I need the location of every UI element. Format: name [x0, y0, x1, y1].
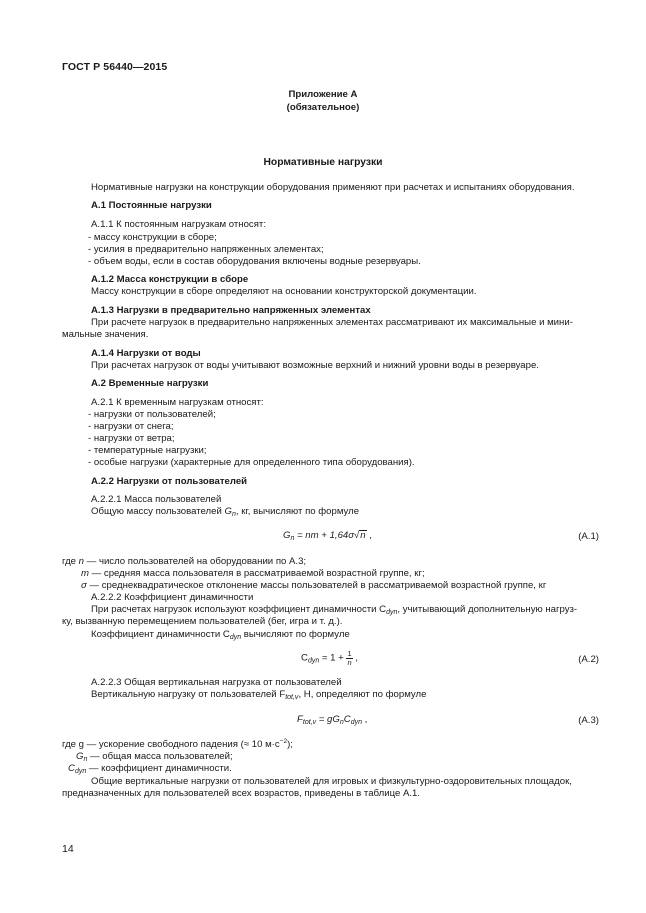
appendix-subtitle: (обязательное) — [286, 102, 360, 113]
list-item: - температурные нагрузки; — [88, 445, 207, 456]
where-line — [68, 763, 232, 776]
paragraph-text: , кг, вычисляют по формуле — [235, 506, 360, 517]
eq-rhs: C — [343, 714, 351, 725]
where-line — [76, 751, 233, 764]
eq-sqrt-arg: n — [360, 530, 366, 541]
eq-lhs: G — [283, 530, 291, 541]
eq-lhs-sub: tot,v — [302, 719, 317, 726]
clause-a221: А.2.2.1 Масса пользователей — [91, 494, 222, 505]
symbol-subscript: n — [232, 511, 236, 518]
heading-a12: А.1.2 Масса конструкции в сборе — [91, 274, 249, 285]
where-text: — число пользователей на оборудовании по А.3; — [84, 556, 307, 567]
where-symbol: G — [76, 751, 84, 762]
paragraph-text: Вертикальную нагрузку от пользователей F — [91, 689, 286, 700]
list-item: - нагрузки от снега; — [88, 421, 174, 432]
paragraph-text: Коэффициент динамичности C — [91, 629, 230, 640]
where-text: — коэффициент динамичности. — [86, 763, 232, 774]
appendix-title: Приложение А — [288, 89, 358, 100]
clause-a222: А.2.2.2 Коэффициент динамичности — [91, 592, 254, 603]
where-text: где g — ускорение свободного падения (≈ 10 м·с — [62, 739, 280, 750]
where-text: — общая масса пользователей; — [87, 751, 233, 762]
eq-tail: , — [352, 652, 358, 664]
symbol-subscript: tot,v — [285, 694, 299, 701]
heading-a1: А.1 Постоянные нагрузки — [91, 200, 212, 211]
where-symbol: m — [81, 568, 89, 579]
heading-a2: А.2 Временные нагрузки — [91, 378, 209, 389]
eq-tail: , — [361, 714, 368, 725]
list-item: - особые нагрузки (характерные для определенного типа оборудования). — [88, 457, 415, 468]
where-sub: n — [83, 756, 88, 763]
paragraph-text: , Н, определяют по формуле — [298, 689, 427, 700]
equation-number-a2: (А.2) — [578, 654, 599, 665]
where-sub: dyn — [74, 768, 87, 775]
page-number: 14 — [62, 843, 74, 855]
final-paragraph-line1: Общие вертикальные нагрузки от пользователей для игровых и физкультурно-оздоровительных площадок, — [91, 776, 572, 787]
where-sup: −2 — [279, 738, 288, 745]
where-text: — среднеквадратическое отклонение массы пользователей в рассматриваемой возрастной группе, кг — [86, 580, 547, 591]
clause-a223: А.2.2.3 Общая вертикальная нагрузка от пользователей — [91, 677, 342, 688]
paragraph-a221 — [91, 506, 359, 519]
equation-a3 — [297, 714, 367, 727]
clause-a11: А.1.1 К постоянным нагрузкам относят: — [91, 219, 266, 230]
paragraph-a222-line3 — [91, 629, 350, 642]
where-symbol: C — [68, 763, 75, 774]
where-line — [62, 739, 293, 752]
symbol-g: G — [224, 506, 232, 517]
final-paragraph-line2: предназначенных для пользователей всех возрастов, приведены в таблице А.1. — [62, 788, 421, 799]
heading-a13: А.1.3 Нагрузки в предварительно напряженных элементах — [91, 305, 371, 316]
eq-sub: dyn — [350, 719, 362, 726]
list-item: - массу конструкции в сборе; — [88, 232, 217, 243]
eq-rhs: = gG — [316, 714, 340, 725]
eq-rhs: = nm + 1,64σ — [294, 530, 355, 541]
eq-lhs-sub: n — [290, 535, 295, 542]
fraction-numerator: 1 — [347, 649, 352, 658]
paragraph-text: При расчетах нагрузок используют коэффициент динамичности C — [91, 604, 387, 615]
symbol-subscript: dyn — [386, 609, 398, 616]
eq-rhs: = 1 + — [319, 652, 347, 664]
eq-lhs: F — [297, 714, 303, 725]
equation-number-a1: (А.1) — [578, 531, 599, 542]
equation-number-a3: (А.3) — [578, 715, 599, 726]
where-line — [62, 556, 306, 569]
heading-a22: А.2.2 Нагрузки от пользователей — [91, 476, 248, 487]
paragraph-a222-line1 — [91, 604, 577, 617]
where-line — [81, 568, 425, 581]
where-text: ); — [287, 739, 293, 750]
paragraph-a14: При расчетах нагрузок от воды учитывают возможные верхний и нижний уровни воды в резервуаре. — [91, 360, 539, 371]
equation-a1: $G_n$ = nm + 1,64σ√n , — [283, 530, 372, 542]
where-symbol: σ — [81, 580, 87, 591]
paragraph-text: , учитывающий дополнительную нагруз- — [397, 604, 578, 615]
clause-a21: А.2.1 К временным нагрузкам относят: — [91, 397, 264, 408]
eq-lhs-sub: dyn — [307, 657, 320, 665]
where-lead: где — [62, 556, 79, 567]
eq-lhs: C — [301, 652, 308, 664]
fraction-denominator: n — [347, 657, 352, 667]
document-header: ГОСТ Р 56440—2015 — [62, 61, 168, 73]
where-line — [81, 580, 546, 593]
paragraph-a12: Массу конструкции в сборе определяют на основании конструкторской документации. — [91, 286, 477, 297]
heading-a14: А.1.4 Нагрузки от воды — [91, 348, 201, 359]
paragraph-text: Общую массу пользователей — [91, 506, 225, 517]
paragraph-a222-line2: ку, вызванную перемещением пользователей (бег, игра и т. д.). — [62, 616, 343, 627]
where-text: — средняя масса пользователя в рассматриваемой возрастной группе, кг; — [89, 568, 425, 579]
list-item: - усилия в предварительно напряженных элементах; — [88, 244, 324, 255]
paragraph-a223 — [91, 689, 426, 702]
list-item: - нагрузки от ветра; — [88, 433, 175, 444]
paragraph-a13-line1: При расчете нагрузок в предварительно напряженных элементах рассматривают их максимальные и мини- — [91, 317, 573, 328]
paragraph-a13-line2: мальные значения. — [62, 329, 149, 340]
paragraph-text: вычисляют по формуле — [241, 629, 350, 640]
list-item: - нагрузки от пользователей; — [88, 409, 216, 420]
symbol-subscript: dyn — [229, 634, 242, 641]
eq-tail: , — [366, 530, 372, 541]
eq-sub: n — [339, 719, 344, 726]
equation-a2 — [301, 650, 358, 666]
where-symbol: n — [78, 556, 85, 567]
section-main-title: Нормативные нагрузки — [263, 157, 383, 168]
list-item: - объем воды, если в состав оборудования включены водные резервуары. — [88, 256, 421, 267]
intro-paragraph: Нормативные нагрузки на конструкции оборудования применяют при расчетах и испытаниях оборудования. — [91, 182, 575, 193]
